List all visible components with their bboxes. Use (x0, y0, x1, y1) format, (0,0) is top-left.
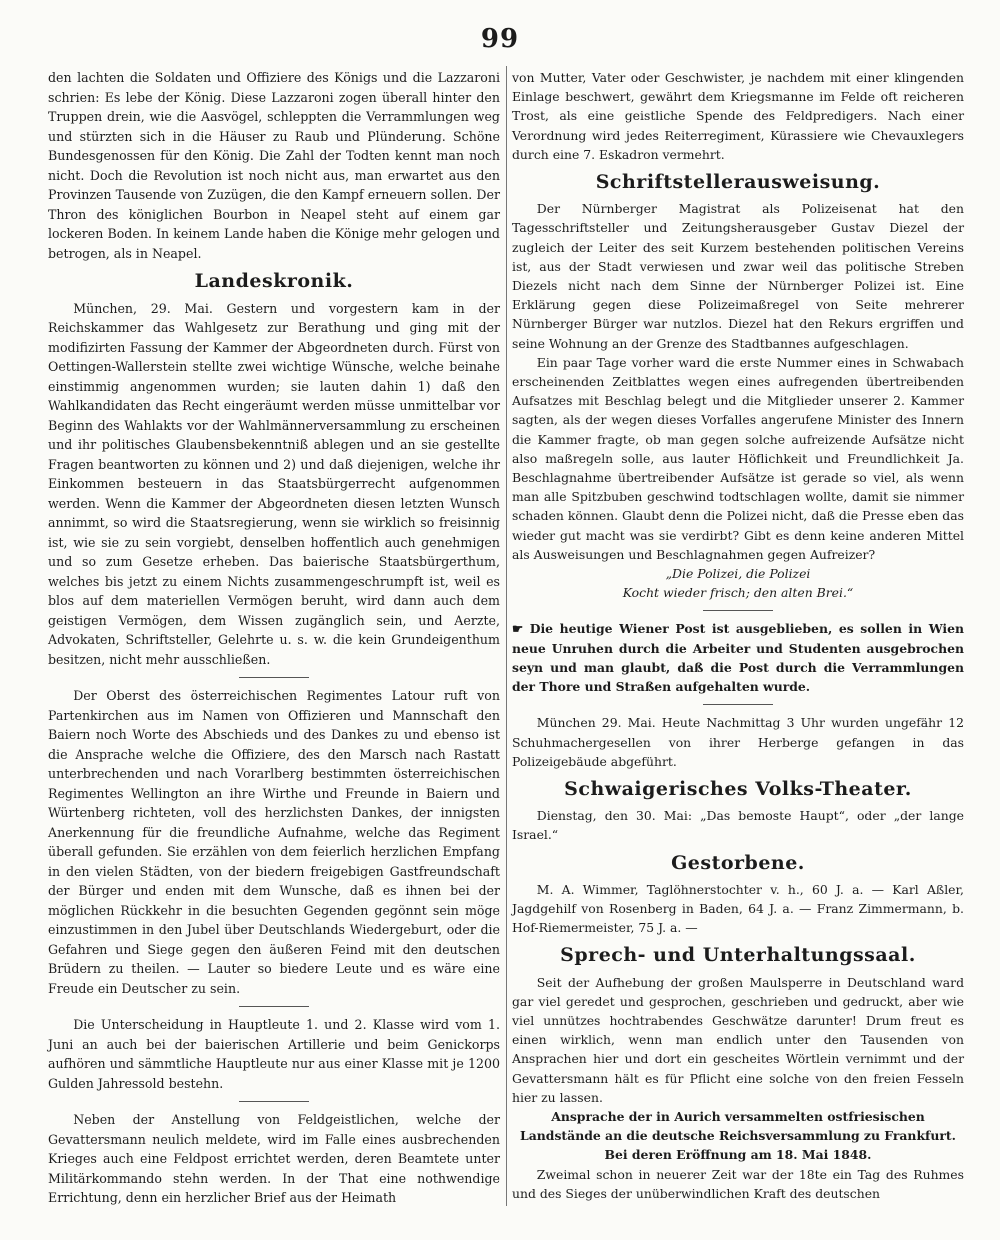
separator (239, 677, 309, 678)
article-hauptleute: Die Unterscheidung in Hauptleute 1. und 2. Klasse wird vom 1. Juni an auch bei der baierischen Artillerie und beim Genickorps aufhören und sämmtliche Hauptleute nur aus einer Klasse mit je 1200 Gulden Jahressold bestehn. (48, 1017, 500, 1091)
article-diezel: Der Nürnberger Magistrat als Polizeisenat hat den Tagesschriftsteller und Zeitungsherausgeber Gustav Diezel der zugleich der Leiter des seit Kurzem bestehenden politischen Vereins ist, aus der Stadt verwiesen und zwar weil das politische Streben Diezels nicht nach dem Sinne der Nürnberger Polizei ist. Eine Erklärung gegen diese Polizeimaßregel von Seite mehrerer Nürnberger Bürger war nutzlos. Diezel hat den Rekurs ergriffen und seine Wohnung an der Grenze des Stadtbannes aufgeschlagen. (512, 201, 964, 351)
article-regiment-latour: Der Oberst des österreichischen Regimentes Latour ruft von Partenkirchen aus im Namen von Offizieren und Mannschaft den Baiern noch Worte des Abschieds und des Dankes zu und ebenso ist die Ansprache welche die Offiziere, des den Marsch nach Rastatt unterbrechenden und nach Vorarlberg bestimmten österreichischen Regimentes Wellington an ihre Wirthe und Freunde in Baiern und Würtenberg richteten, voll des herzlichsten Dankes, der innigsten Anerkennung für die freundliche Aufnahme, welche das Regiment überall gefunden. Sie erzählen von dem feierlich herzlichen Empfang in den vielen Städten, von der biedern freigebigen Gastfreundschaft der Bürger und enden mit dem Wunsche, daß es ihnen bei der möglichen Rückkehr in die besuchten Gegenden gegönnt sein möge einzustimmen in den Jubel über Deutschlands Wiedergeburt, oder die Gefahren und Siege gegen den äußeren Feind mit den deutschen Brüdern zu theilen. — Lauter so biedere Leute und es wäre eine Freude ein Deutscher zu sein. (48, 688, 500, 996)
heading-sprechsaal: Sprech- und Unterhaltungssaal. (560, 944, 916, 967)
heading-gestorbene: Gestorbene. (671, 851, 805, 874)
article-naples-end: den lachten die Soldaten und Offiziere des Königs und die Lazzaroni schrien: Es lebe der König. Diese Lazzaroni zogen überall hinter den Truppen drein, wie die Aasvögel, schleppten die Verrammlungen weg und stürzten sich in die Häuser zu Raub und Plünderung. Schöne Bundesgenossen für den König. Die Zahl der Todten kennt man noch nicht. Doch die Revolution ist noch nicht aus, man erwartet aus den Provinzen Tausende von Zuzügen, die den Kampf erneuern sollen. Der Thron des königlichen Bourbon in Neapel steht auf einem gar lockeren Boden. In keinem Lande haben die Könige mehr gelogen und betrogen, als in Neapel. (48, 70, 500, 261)
page-number: 99 (480, 24, 520, 54)
article-ansprache: Zweimal schon in neuerer Zeit war der 18te ein Tag des Ruhmes und des Sieges der unüberwindlichen Kraft des deutschen (512, 1166, 964, 1201)
separator (239, 1101, 309, 1102)
article-wiener-post (512, 619, 964, 696)
heading-landeskronik: Landeskronik. (194, 270, 354, 292)
article-schwabach: Ein paar Tage vorher ward die erste Nummer eines in Schwabach erscheinenden Zeitblattes wegen eines aufregenden übertreibenden Aufsatzes mit Beschlag belegt und die Mitglieder unserer 2. Kammer sagten, als der wegen dieses Vorfalles angerufene Minister des Innern die Kammer fragte, ob man gegen solche aufreizende Aufsätze nicht also maßregeln solle, aus lauter Höflichkeit und Freundlichkeit Ja. Beschlagnahme übertreibender Aufsätze ist gerade so viel, als wenn man alle Spitzbuben geschwind todtschlagen wollte, damit sie nimmer schaden können. Glaubt denn die Polizei nicht, daß die Presse eben das wieder gut macht was sie verdirbt? Gibt es denn keine anderen Mittel als Ausweisungen und Beschlagnahmen gegen Aufreizer? (512, 354, 964, 562)
right-column (512, 68, 964, 1203)
separator (703, 610, 773, 611)
column-divider (506, 66, 507, 1206)
heading-schriftstellerausweisung: Schriftstellerausweisung. (595, 171, 881, 194)
quote-line-1: „Die Polizei, die Polizei (665, 566, 811, 582)
article-maulsperre: Seit der Aufhebung der großen Maulsperre in Deutschland ward gar viel geredet und gesprochen, geschrieben und gedruckt, aber wie viel unnützes hochtrabendes Geschwätze darunter! Drum freut es einen wirklich, wenn man endlich unter den Tausenden von Ansprachen hier und dort ein gescheites Wörtlein vernimmt und der Gevattersmann hält es für Pflicht eine solche von den freien Fesseln hier zu lassen. (512, 974, 964, 1105)
quote-line-2: Kocht wieder frisch; den alten Brei.“ (622, 585, 854, 601)
article-munich-wahlgesetz: München, 29. Mai. Gestern und vorgestern kam in der Reichskammer das Wahlgesetz zur Berathung und ging mit der modifizirten Fassung der Kammer der Abgeordneten durch. Fürst von Oettingen-Wallerstein stellte zwei wichtige Wünsche, welche beinahe einstimmig angenommen wurden; sie lauten dahin 1) daß den Wahlkandidaten das Recht eingeräumt werden müsse unmittelbar vor Beginn des Wahlakts vor der Wahlmännerversammlung zu erscheinen und ihr politisches Glaubensbekenntniß ablegen und an sie gestellte Fragen beantworten zu können und 2) und daß diejenigen, welche ihr Einkommen besteuern in das Staatsbürgerrecht aufgenommen werden. Wenn die Kammer der Abgeordneten diesen letzten Wunsch annimmt, so wird die Staatsregierung, wenn sie wirklich so freisinnig ist, wie sie zu sein vorgiebt, denselben hoffentlich auch genehmigen und so zum Gesetze erheben. Das baierische Staatsbürgerthum, welches bis jetzt zu einem Nichts zusammengeschrumpft ist, weil es blos auf dem materiellen Vermögen beruht, wird dann auch dem geistigen Vermögen, dem Wissen zugänglich sein, und Aerzte, Advokaten, Schriftsteller, Gelehrte u. s. w. die kein Grundeigenthum besitzen, nicht mehr ausschließen. (48, 300, 500, 667)
article-feldpost: Neben der Anstellung von Feldgeistlichen, welche der Gevattersmann neulich meldete, wird im Falle eines ausbrechenden Krieges auch eine Feldpost errichtet werden, deren Beamtete unter Militärkommando stehn werden. In der That eine nothwendige Errichtung, denn ein herzlicher Brief aus der Heimath (48, 1112, 500, 1205)
article-feldpost-cont: von Mutter, Vater oder Geschwister, je nachdem mit einer klingenden Einlage beschwert, gewährt dem Kriegsmanne im Felde oft reicheren Trost, als eine geistliche Spende des Feldpredigers. Nach einer Verordnung wird jedes Reiterregiment, Kürassiere wie Chevauxlegers durch eine 7. Eskadron vermehrt. (512, 70, 964, 162)
left-column (48, 68, 500, 1208)
separator (703, 704, 773, 705)
theater-listing: Dienstag, den 30. Mai: „Das bemoste Haupt“, oder „der lange Israel.“ (512, 808, 964, 843)
separator (239, 1006, 309, 1007)
pointing-hand-icon: ☛ (512, 621, 524, 637)
heading-ansprache: Ansprache der in Aurich versammelten ostfriesischen Landstände an die deutsche Reichsversammlung zu Frankfurt. Bei deren Eröffnung am 18. Mai 1848. (520, 1108, 956, 1163)
article-schuhmacher: München 29. Mai. Heute Nachmittag 3 Uhr wurden ungefähr 12 Schuhmachergesellen von ihrer Herberge gefangen in das Polizeigebäude abgeführt. (512, 715, 964, 769)
heading-volks-theater: Schwaigerisches Volks-Theater. (564, 777, 912, 800)
death-notices: M. A. Wimmer, Taglöhnerstochter v. h., 60 J. a. — Karl Aßler, Jagdgehilf von Rosenberg in Baden, 64 J. a. — Franz Zimmermann, b. Hof-Riemermeister, 75 J. a. — (512, 881, 964, 936)
wiener-post-text: Die heutige Wiener Post ist ausgeblieben, es sollen in Wien neue Unruhen durch die Arbeiter und Studenten ausgebrochen seyn und man glaubt, daß die Post durch die Verrammlungen der Thore und Straßen aufgehalten wurde. (512, 621, 964, 695)
